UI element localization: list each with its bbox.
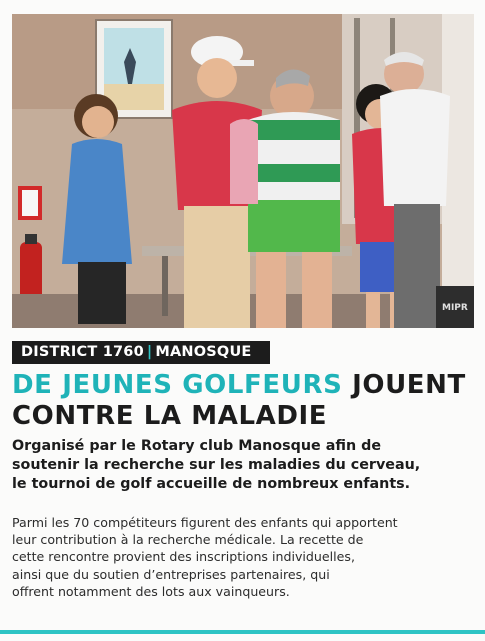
lead-line: le tournoi de golf accueille de nombreux enfants. [12, 476, 411, 492]
body-line: leur contribution à la recherche médicale. La recette de [12, 532, 364, 548]
bottom-rule [0, 630, 485, 634]
headline-rest: JOUENT [352, 370, 466, 400]
body-line: cette rencontre provient des inscriptions individuelles, [12, 549, 355, 565]
sign-text: MIPR [442, 303, 468, 313]
body-line: offrent notamment des lots aux vainqueurs. [12, 583, 290, 599]
lead-line: soutenir la recherche sur les maladies du cerveau, [12, 457, 421, 473]
article-body [12, 514, 474, 600]
section-tag [12, 341, 270, 364]
headline-accent: DE JEUNES GOLFEURS [12, 370, 343, 400]
body-line: ainsi que du soutien d’entreprises partenaires, qui [12, 566, 330, 582]
headline-line2: CONTRE LA MALADIE [12, 401, 328, 431]
tag-city: MANOSQUE [155, 344, 252, 360]
body-line: Parmi les 70 compétiteurs figurent des enfants qui apportent [12, 515, 398, 530]
article-headline [12, 370, 474, 432]
tag-separator: | [146, 344, 153, 360]
article-photo [12, 14, 474, 328]
tag-district: DISTRICT 1760 [21, 344, 144, 360]
lead-line: Organisé par le Rotary club Manosque afin de [12, 438, 382, 454]
article-lead [12, 437, 478, 494]
